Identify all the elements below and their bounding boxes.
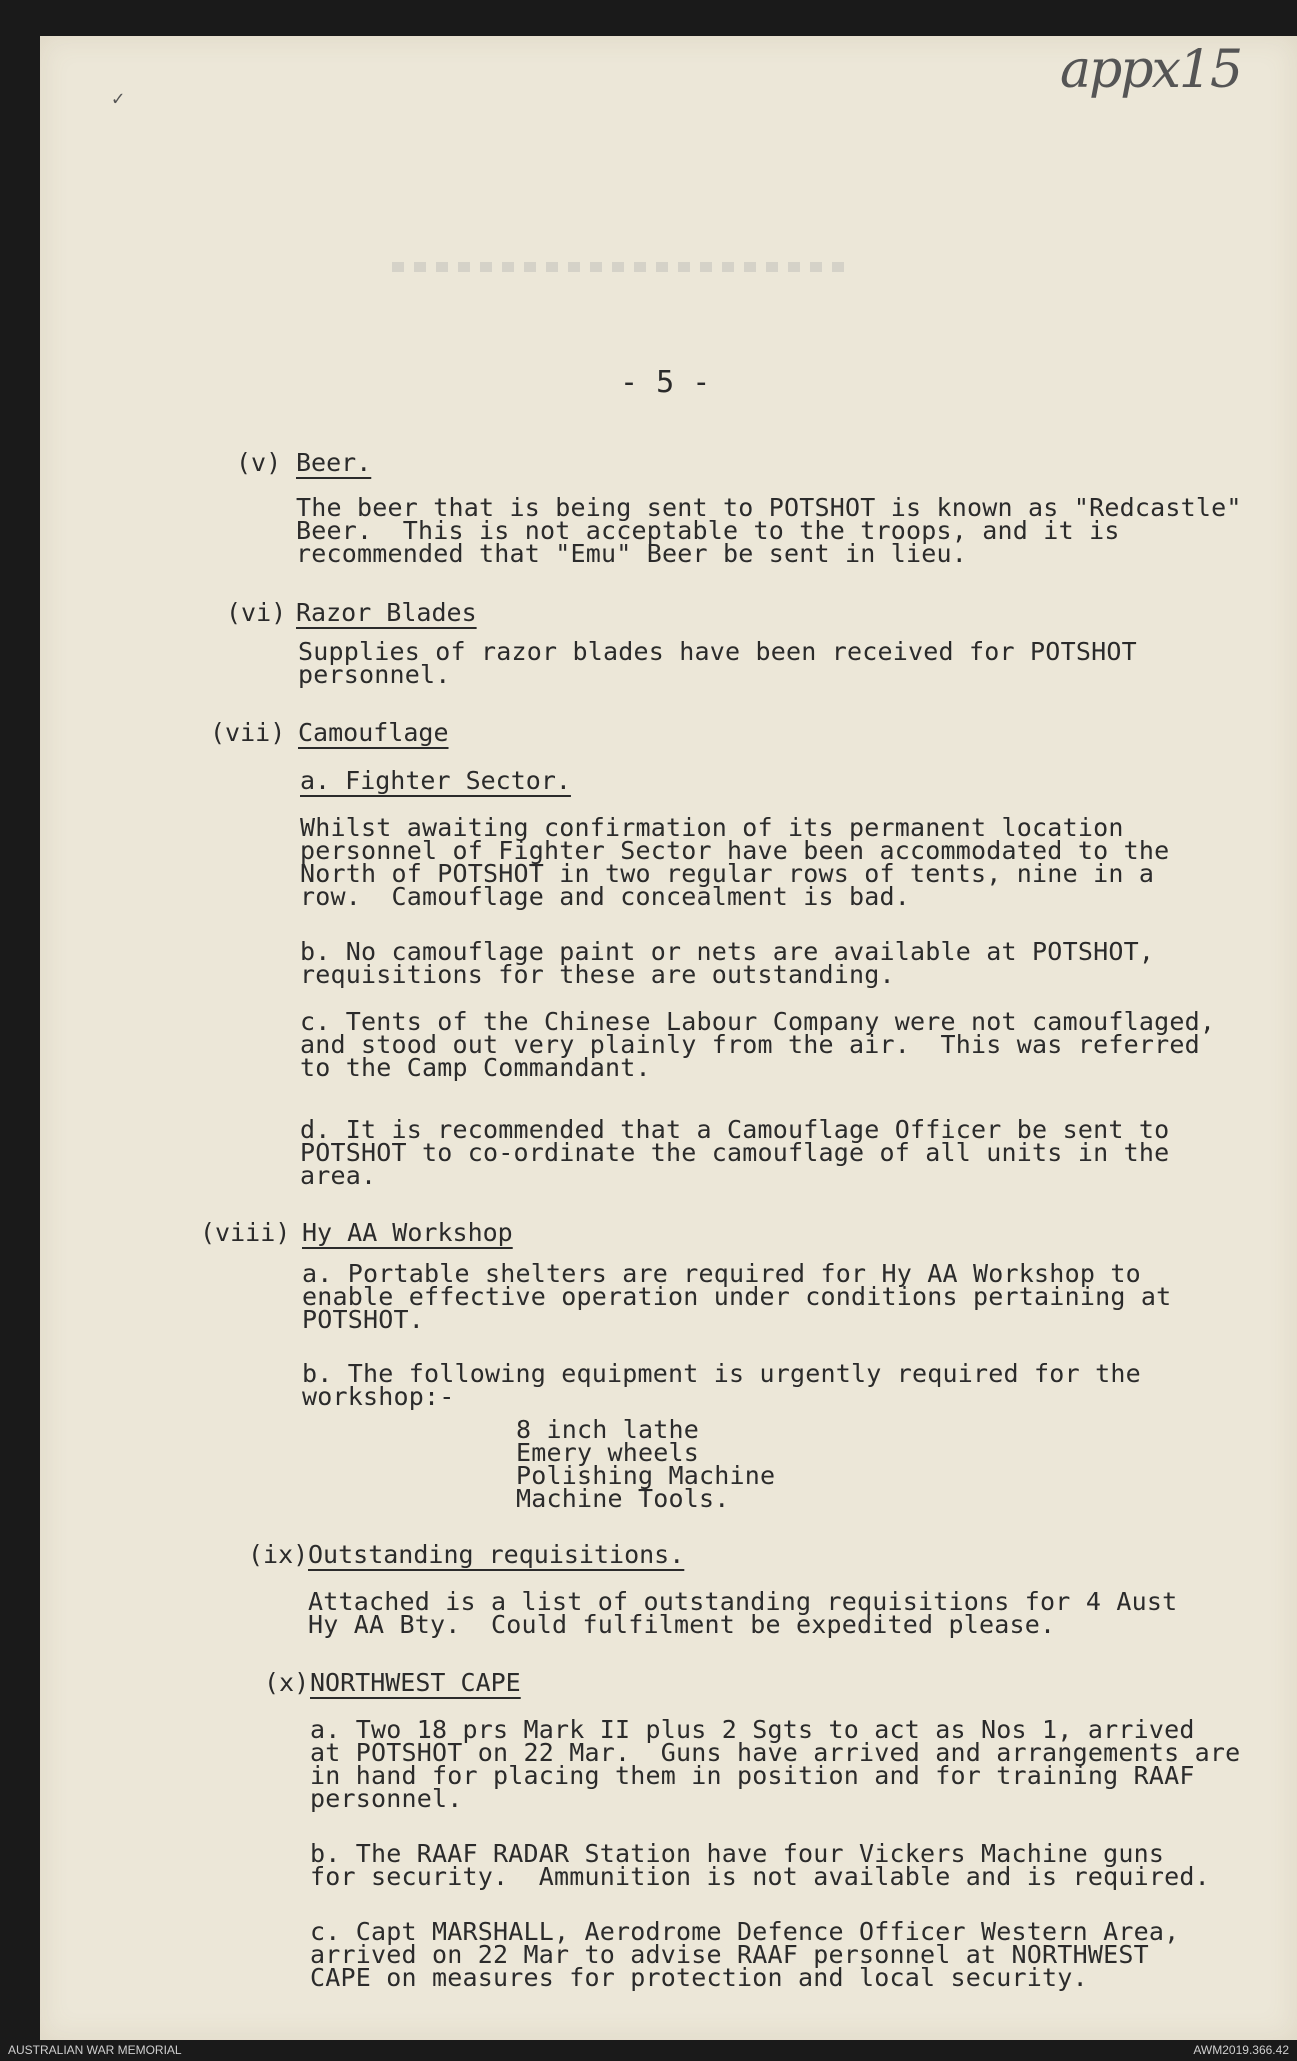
- equipment-list: 8 inch lathe Emery wheels Polishing Machine Machine Tools.: [516, 1415, 776, 1513]
- section-viii-para-2: b. The following equipment is urgently required for the workshop:-: [302, 1359, 1141, 1411]
- faded-header-line: [392, 262, 852, 272]
- page-number: - 5 -: [620, 365, 711, 400]
- section-x-para-1: a. Two 18 prs Mark II plus 2 Sgts to act as Nos 1, arrived at POTSHOT on 22 Mar. Guns have arrived and arrangements are in hand for placing them in position and for training RAAF personnel.: [310, 1715, 1241, 1813]
- section-vii-para-1: Whilst awaiting confirmation of its permanent location personnel of Fighter Sector have been accommodated to the North of POTSHOT in two regular rows of tents, nine in a row. Camouflage and concealment is bad.: [300, 813, 1170, 911]
- section-ix-para-1: Attached is a list of outstanding requisitions for 4 Aust Hy AA Bty. Could fulfilment be expedited please.: [308, 1587, 1178, 1639]
- section-vi-number: (vi): [226, 598, 287, 627]
- section-vii-para-2: b. No camouflage paint or nets are available at POTSHOT, requisitions for these are outstanding.: [300, 937, 1155, 989]
- footer-left: AUSTRALIAN WAR MEMORIAL: [8, 2043, 182, 2057]
- section-x-number: (x): [264, 1668, 310, 1697]
- section-vi-para-1: Supplies of razor blades have been received for POTSHOT personnel.: [298, 637, 1137, 689]
- section-vii-title: Camouflage: [298, 718, 449, 747]
- section-vii-para-3: c. Tents of the Chinese Labour Company were not camouflaged, and stood out very plainly from the air. This was referred to the Camp Commandant.: [300, 1007, 1216, 1082]
- section-vii-para-4: d. It is recommended that a Camouflage Officer be sent to POTSHOT to co-ordinate the camouflage of all units in the area.: [300, 1115, 1170, 1190]
- section-vii-subheading: a. Fighter Sector.: [300, 766, 571, 795]
- handwritten-annotation: appx15: [1060, 40, 1242, 100]
- section-x-title: NORTHWEST CAPE: [310, 1668, 521, 1697]
- section-v-number: (v): [236, 448, 282, 477]
- footer-right: AWM2019.366.42: [1193, 2043, 1289, 2057]
- section-ix-title: Outstanding requisitions.: [308, 1540, 685, 1569]
- section-x-para-3: c. Capt MARSHALL, Aerodrome Defence Officer Western Area, arrived on 22 Mar to advise RAAF personnel at NORTHWEST CAPE on measures for protection and local security.: [310, 1917, 1180, 1992]
- section-viii-para-1: a. Portable shelters are required for Hy AA Workshop to enable effective operation under conditions pertaining at POTSHOT.: [302, 1259, 1172, 1334]
- section-v-title: Beer.: [296, 448, 372, 477]
- section-v-para-1: The beer that is being sent to POTSHOT is known as "Redcastle" Beer. This is not acceptable to the troops, and it is recommended that "Emu" Beer be sent in lieu.: [296, 493, 1242, 568]
- pen-tick-mark: ✓: [112, 86, 125, 110]
- section-viii-title: Hy AA Workshop: [302, 1218, 513, 1247]
- section-viii-number: (viii): [200, 1218, 291, 1247]
- section-x-para-2: b. The RAAF RADAR Station have four Vickers Machine guns for security. Ammunition is not available and is required.: [310, 1839, 1210, 1891]
- section-vii-number: (vii): [210, 718, 286, 747]
- section-ix-number: (ix): [248, 1540, 309, 1569]
- section-vi-title: Razor Blades: [296, 598, 477, 627]
